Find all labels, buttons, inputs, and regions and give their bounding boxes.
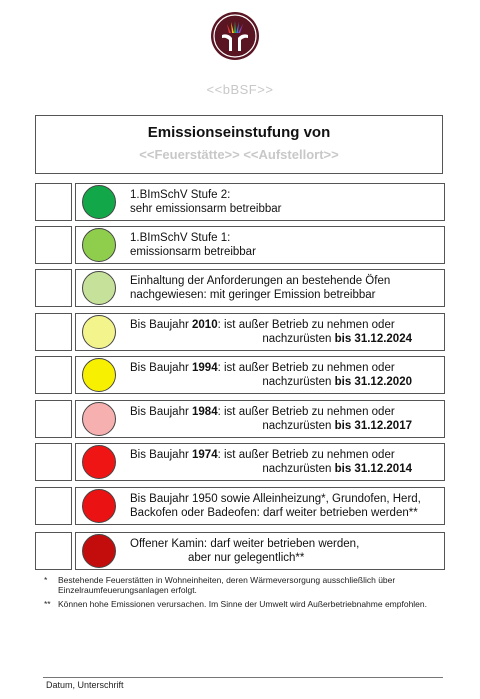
emission-description xyxy=(75,313,445,351)
emission-status-icon xyxy=(82,534,116,568)
emission-status-icon xyxy=(82,271,116,305)
footnote-text: Bestehende Feuerstätten in Wohneinheiten, deren Wärmeversorgung ausschließlich über Einzelraumfeuerungsanlagen erfolgt. xyxy=(58,575,396,595)
checkbox[interactable] xyxy=(35,487,72,525)
deadline: bis 31.12.2020 xyxy=(334,376,412,388)
checkbox[interactable] xyxy=(35,313,72,351)
emission-description xyxy=(75,532,445,570)
row-line-2 xyxy=(130,332,440,346)
year: 1974 xyxy=(192,449,218,461)
text-span: nachzurüsten xyxy=(262,463,335,475)
footnote xyxy=(44,599,444,609)
text-span: nachzurüsten xyxy=(262,333,335,345)
emission-description xyxy=(75,356,445,394)
row-line-1 xyxy=(130,405,440,419)
deadline: bis 31.12.2024 xyxy=(334,333,412,345)
emission-status-icon xyxy=(82,315,116,349)
checkbox[interactable] xyxy=(35,269,72,307)
emission-description xyxy=(75,400,445,438)
text-span: Bis Baujahr xyxy=(130,319,193,331)
deadline: bis 31.12.2014 xyxy=(334,463,412,475)
emission-status-icon xyxy=(82,402,116,436)
row-line-1: 1.BImSchV Stufe 2: xyxy=(130,189,231,201)
year: 1994 xyxy=(192,362,218,374)
checkbox[interactable] xyxy=(35,532,72,570)
emission-row xyxy=(35,269,445,307)
footnote-mark: * xyxy=(44,575,48,585)
row-line-1 xyxy=(130,361,440,375)
row-line-2 xyxy=(130,419,440,433)
text-span: : ist außer Betrieb zu nehmen oder xyxy=(217,319,395,331)
emission-row xyxy=(35,313,445,351)
text-span: : ist außer Betrieb zu nehmen oder xyxy=(217,362,395,374)
row-line-2: aber nur gelegentlich** xyxy=(188,552,305,564)
text-span: : ist außer Betrieb zu nehmen oder xyxy=(217,449,395,461)
emission-description xyxy=(75,226,445,264)
emission-row xyxy=(35,183,445,221)
text-span: nachzurüsten xyxy=(262,420,335,432)
row-line-1: Bis Baujahr 1950 sowie Alleinheizung*, Grundofen, Herd, xyxy=(130,493,421,505)
row-line-2: nachgewiesen: mit geringer Emission betreibbar xyxy=(130,289,376,301)
emission-row xyxy=(35,356,445,394)
deadline: bis 31.12.2017 xyxy=(334,420,412,432)
checkbox[interactable] xyxy=(35,183,72,221)
guild-logo-icon xyxy=(210,11,260,61)
emission-row xyxy=(35,487,445,525)
page-title: Emissionseinstufung von xyxy=(147,124,331,141)
row-line-2 xyxy=(130,375,440,389)
row-line-1: Einhaltung der Anforderungen an bestehende Öfen xyxy=(130,275,391,287)
emission-description xyxy=(75,269,445,307)
bsf-placeholder: <<bBSF>> xyxy=(206,82,274,97)
emission-status-icon xyxy=(82,489,116,523)
row-line-1 xyxy=(130,448,440,462)
row-line-1 xyxy=(130,318,440,332)
fireplace-location-placeholder: <<Feuerstätte>> <<Aufstellort>> xyxy=(139,147,339,162)
row-line-2: sehr emissionsarm betreibbar xyxy=(130,203,282,215)
emission-description xyxy=(75,183,445,221)
year: 2010 xyxy=(192,319,218,331)
footnote xyxy=(44,575,444,595)
emission-status-icon xyxy=(82,445,116,479)
footnotes xyxy=(44,575,444,613)
checkbox[interactable] xyxy=(35,356,72,394)
emission-row xyxy=(35,443,445,481)
emission-row xyxy=(35,400,445,438)
text-span: Bis Baujahr xyxy=(130,362,193,374)
text-span: : ist außer Betrieb zu nehmen oder xyxy=(217,406,395,418)
emission-status-icon xyxy=(82,185,116,219)
emission-status-icon xyxy=(82,358,116,392)
emission-row xyxy=(35,226,445,264)
row-line-2 xyxy=(130,462,440,476)
emission-description xyxy=(75,443,445,481)
footnote-text: Können hohe Emissionen verursachen. Im Sinne der Umwelt wird Außerbetriebnahme empfohlen. xyxy=(58,599,428,609)
checkbox[interactable] xyxy=(35,226,72,264)
checkbox[interactable] xyxy=(35,400,72,438)
row-line-2: Backofen oder Badeofen: darf weiter betrieben werden** xyxy=(130,507,418,519)
text-span: Bis Baujahr xyxy=(130,449,193,461)
text-span: nachzurüsten xyxy=(262,376,335,388)
signature-label: Datum, Unterschrift xyxy=(46,680,124,690)
emission-description xyxy=(75,487,445,525)
text-span: Bis Baujahr xyxy=(130,406,193,418)
title-box xyxy=(35,115,443,174)
row-line-1: 1.BImSchV Stufe 1: xyxy=(130,232,231,244)
row-line-2: emissionsarm betreibbar xyxy=(130,246,256,258)
year: 1984 xyxy=(192,406,218,418)
emission-status-icon xyxy=(82,228,116,262)
footnote-mark: ** xyxy=(44,599,51,609)
row-line-1: Offener Kamin: darf weiter betrieben werden, xyxy=(130,538,360,550)
emission-row xyxy=(35,532,445,570)
checkbox[interactable] xyxy=(35,443,72,481)
signature-line xyxy=(43,677,443,678)
